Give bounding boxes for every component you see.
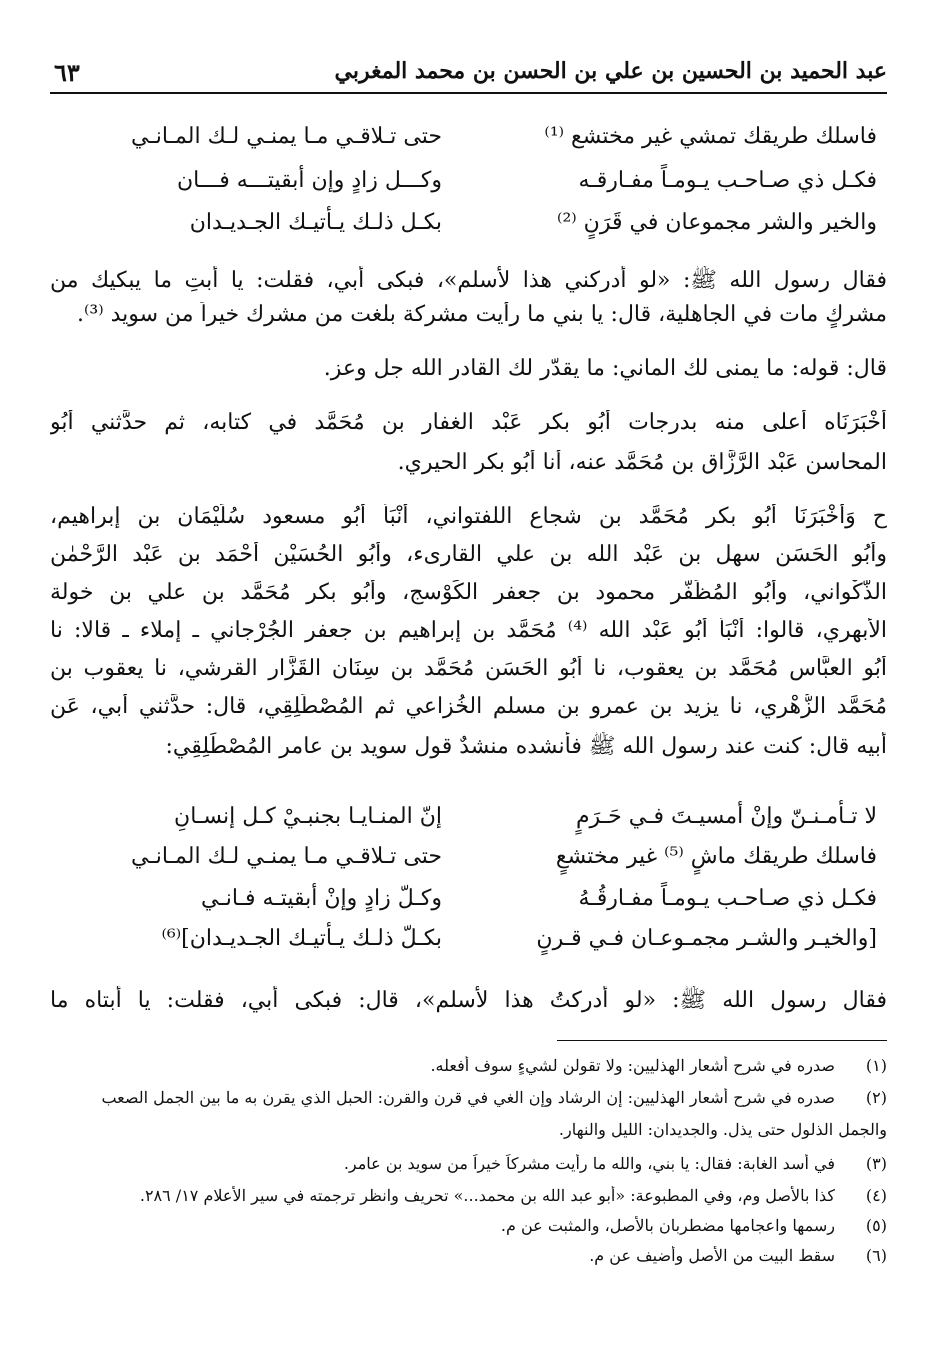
prose-line: أبيه قال: كنت عند رسول الله ﷺ فأنشده منشدٌ قول سويد بن عامر المُصْطَلِقِي:: [165, 734, 887, 759]
main-text: [50, 0, 887, 1040]
footnote-number: (٣): [865, 1154, 887, 1173]
prose-line: قال: قوله: ما يمنى لك الماني: ما يقدّر لك القادر الله جل وعز.: [323, 356, 887, 381]
page-number: ٦٣: [54, 58, 80, 87]
verse-first-hemistich: فاسلك طريقك ماشٍ ⁽⁵⁾ غير مختشعٍ: [555, 844, 877, 869]
footnote-number: (٦): [865, 1246, 887, 1265]
footnote-number: (١): [865, 1056, 887, 1075]
footnote-text: سقط البيت من الأصل وأضيف عن م.: [589, 1246, 835, 1265]
footnote: [50, 1216, 887, 1240]
footnote-text: رسمها واعجامها مضطربان بالأصل، والمثبت عن م.: [500, 1216, 835, 1235]
footnote-text: في أسد الغابة: فقال: يا بني، والله ما رأيت مشركاً خيراً من سويد بن عامر.: [343, 1154, 835, 1173]
verse-line: [50, 804, 887, 840]
footnote-text: والجمل الذلول حتى يذل. والجديدان: الليل والنهار.: [558, 1120, 887, 1139]
prose-line: وأَبُو الحَسَن سهل بن عَبْد الله بن علي القارىء، وأَبُو الحُسَيْن أَحْمَد بن عَبْد الرَّحْمٰن: [50, 542, 887, 567]
footnote-rule: [557, 1040, 887, 1041]
verse-line: [50, 926, 887, 962]
verse-first-hemistich: فاسلك طريقك تمشي غير مختشع ⁽¹⁾: [544, 124, 877, 149]
verse-first-hemistich: والخير والشر مجموعان في قَرَنٍ ⁽²⁾: [557, 210, 877, 235]
footnote: [50, 1186, 887, 1210]
prose-line: مُحَمَّد الزُّهْري، نا يزيد بن عمرو بن مسلم الخُزاعي ثم المُصْطَلِقِي، قال: حدَّثني أبي، عَن: [50, 694, 887, 719]
prose-line: فقال رسول الله ﷺ: «لو أدركتُ هذا لأسلم»، قال: فبكى أبي، فقلت: يا أبتاه ما: [50, 988, 887, 1013]
footnote-continuation: [50, 1120, 887, 1144]
footnote: [50, 1056, 887, 1080]
prose-line: فقال رسول الله ﷺ: «لو أدركني هذا لأسلم»، فبكى أبي، فقلت: يا أبتِ ما يبكيك من: [50, 268, 887, 293]
verse-second-hemistich: حتى تـلاقـي مـا يمنـي لـك المـانـي: [130, 124, 442, 149]
prose-line: الذَّكْواني، وأَبُو المُظَفّر محمود بن جعفر الكَوْسج، وأَبُو بكر مُحَمَّد بن علي بن خولة: [50, 580, 887, 605]
footnote-text: كذا بالأصل وم، وفي المطبوعة: «أبو عبد الله بن محمد...» تحريف وانظر ترجمته في سير الأعلام ١٧/ ٢٨٦.: [139, 1186, 835, 1205]
verse-second-hemistich: وكـــل زادٍ وإن أبقيتـــه فـــان: [177, 168, 442, 193]
verse-line: [50, 210, 887, 246]
footnote: [50, 1246, 887, 1270]
verse-line: [50, 124, 887, 160]
verse-second-hemistich: بكـل ذلـك يـأتيـك الجـديـدان: [189, 210, 442, 235]
footnote: [50, 1154, 887, 1178]
prose-line: ح وَأَخْبَرَنَا أَبُو بكر مُحَمَّد بن شجاع اللفتواني، أَنْبَأ أَبُو مسعود سُلَيْمَان بن إبراهيم،: [50, 504, 887, 529]
footnote-number: (٢): [865, 1088, 887, 1107]
verse-second-hemistich: إنّ المنـايـا بجنبـيْ كـل إنسـانِ: [174, 804, 442, 829]
verse-second-hemistich: حتى تـلاقـي مـا يمنـي لـك المـانـي: [130, 844, 442, 869]
verse-line: [50, 886, 887, 922]
verse-first-hemistich: [والخيـر والشـر مجمـوعـان فـي قـرنٍ: [536, 926, 877, 951]
verse-second-hemistich: وكـلّ زادٍ وإنْ أبقيتـه فـانـي: [200, 886, 442, 911]
verse-line: [50, 168, 887, 204]
footnote-text: صدره في شرح أشعار الهذليين: ولا تقولن لشيءٍ سوف أفعله.: [430, 1056, 835, 1075]
header-title: عبد الحميد بن الحسين بن علي بن الحسن بن محمد المغربي: [334, 58, 887, 84]
verse-first-hemistich: لا تـأمـنـنّ وإنْ أمسيـتَ فـي حَـرَمٍ: [575, 804, 877, 829]
footnote-number: (٤): [865, 1186, 887, 1205]
prose-line: المحاسن عَبْد الرَّزَّاق بن مُحَمَّد عنه، أنا أَبُو بكر الحيري.: [397, 450, 887, 475]
verse-first-hemistich: فكـل ذي صـاحـب يـومـاً مفـارقـه: [578, 168, 877, 193]
prose-line: الأَبهري، قالوا: أَنْبَأ أَبُو عَبْد الله ⁽⁴⁾ مُحَمَّد بن إبراهيم بن جعفر الجُرْجاني ـ إملاء ـ قالا: نا: [50, 618, 887, 643]
verse-line: [50, 844, 887, 880]
footnote: [50, 1088, 887, 1112]
prose-line: أَخْبَرَنَاه أعلى منه بدرجات أَبُو بكر عَبْد الغفار بن مُحَمَّد في كتابه، ثم حدَّثني أَبُو: [50, 410, 887, 435]
verse-second-hemistich: بكـلّ ذلـك يـأتيـك الجـديـدان]⁽⁶⁾: [161, 926, 442, 951]
verse-first-hemistich: فكـل ذي صـاحـب يـومـاً مفـارقُـهُ: [578, 886, 877, 911]
footnote-text: صدره في شرح أشعار الهذليين: إن الرشاد وإن الغي في قرن والقرن: الحبل الذي يقرن به ما بين الجمل الصعب: [101, 1088, 835, 1107]
prose-line: مشركٍ مات في الجاهلية، قال: يا بني ما رأيت مشركة بلغت من مشرك خيراً من سويد ⁽³⁾.: [76, 302, 887, 327]
footnote-number: (٥): [865, 1216, 887, 1235]
prose-line: أَبُو العبَّاس مُحَمَّد بن يعقوب، نا أَبُو الحَسَن مُحَمَّد بن سِنَان القَزَّار القرشي، نا يعقوب بن: [50, 656, 887, 681]
